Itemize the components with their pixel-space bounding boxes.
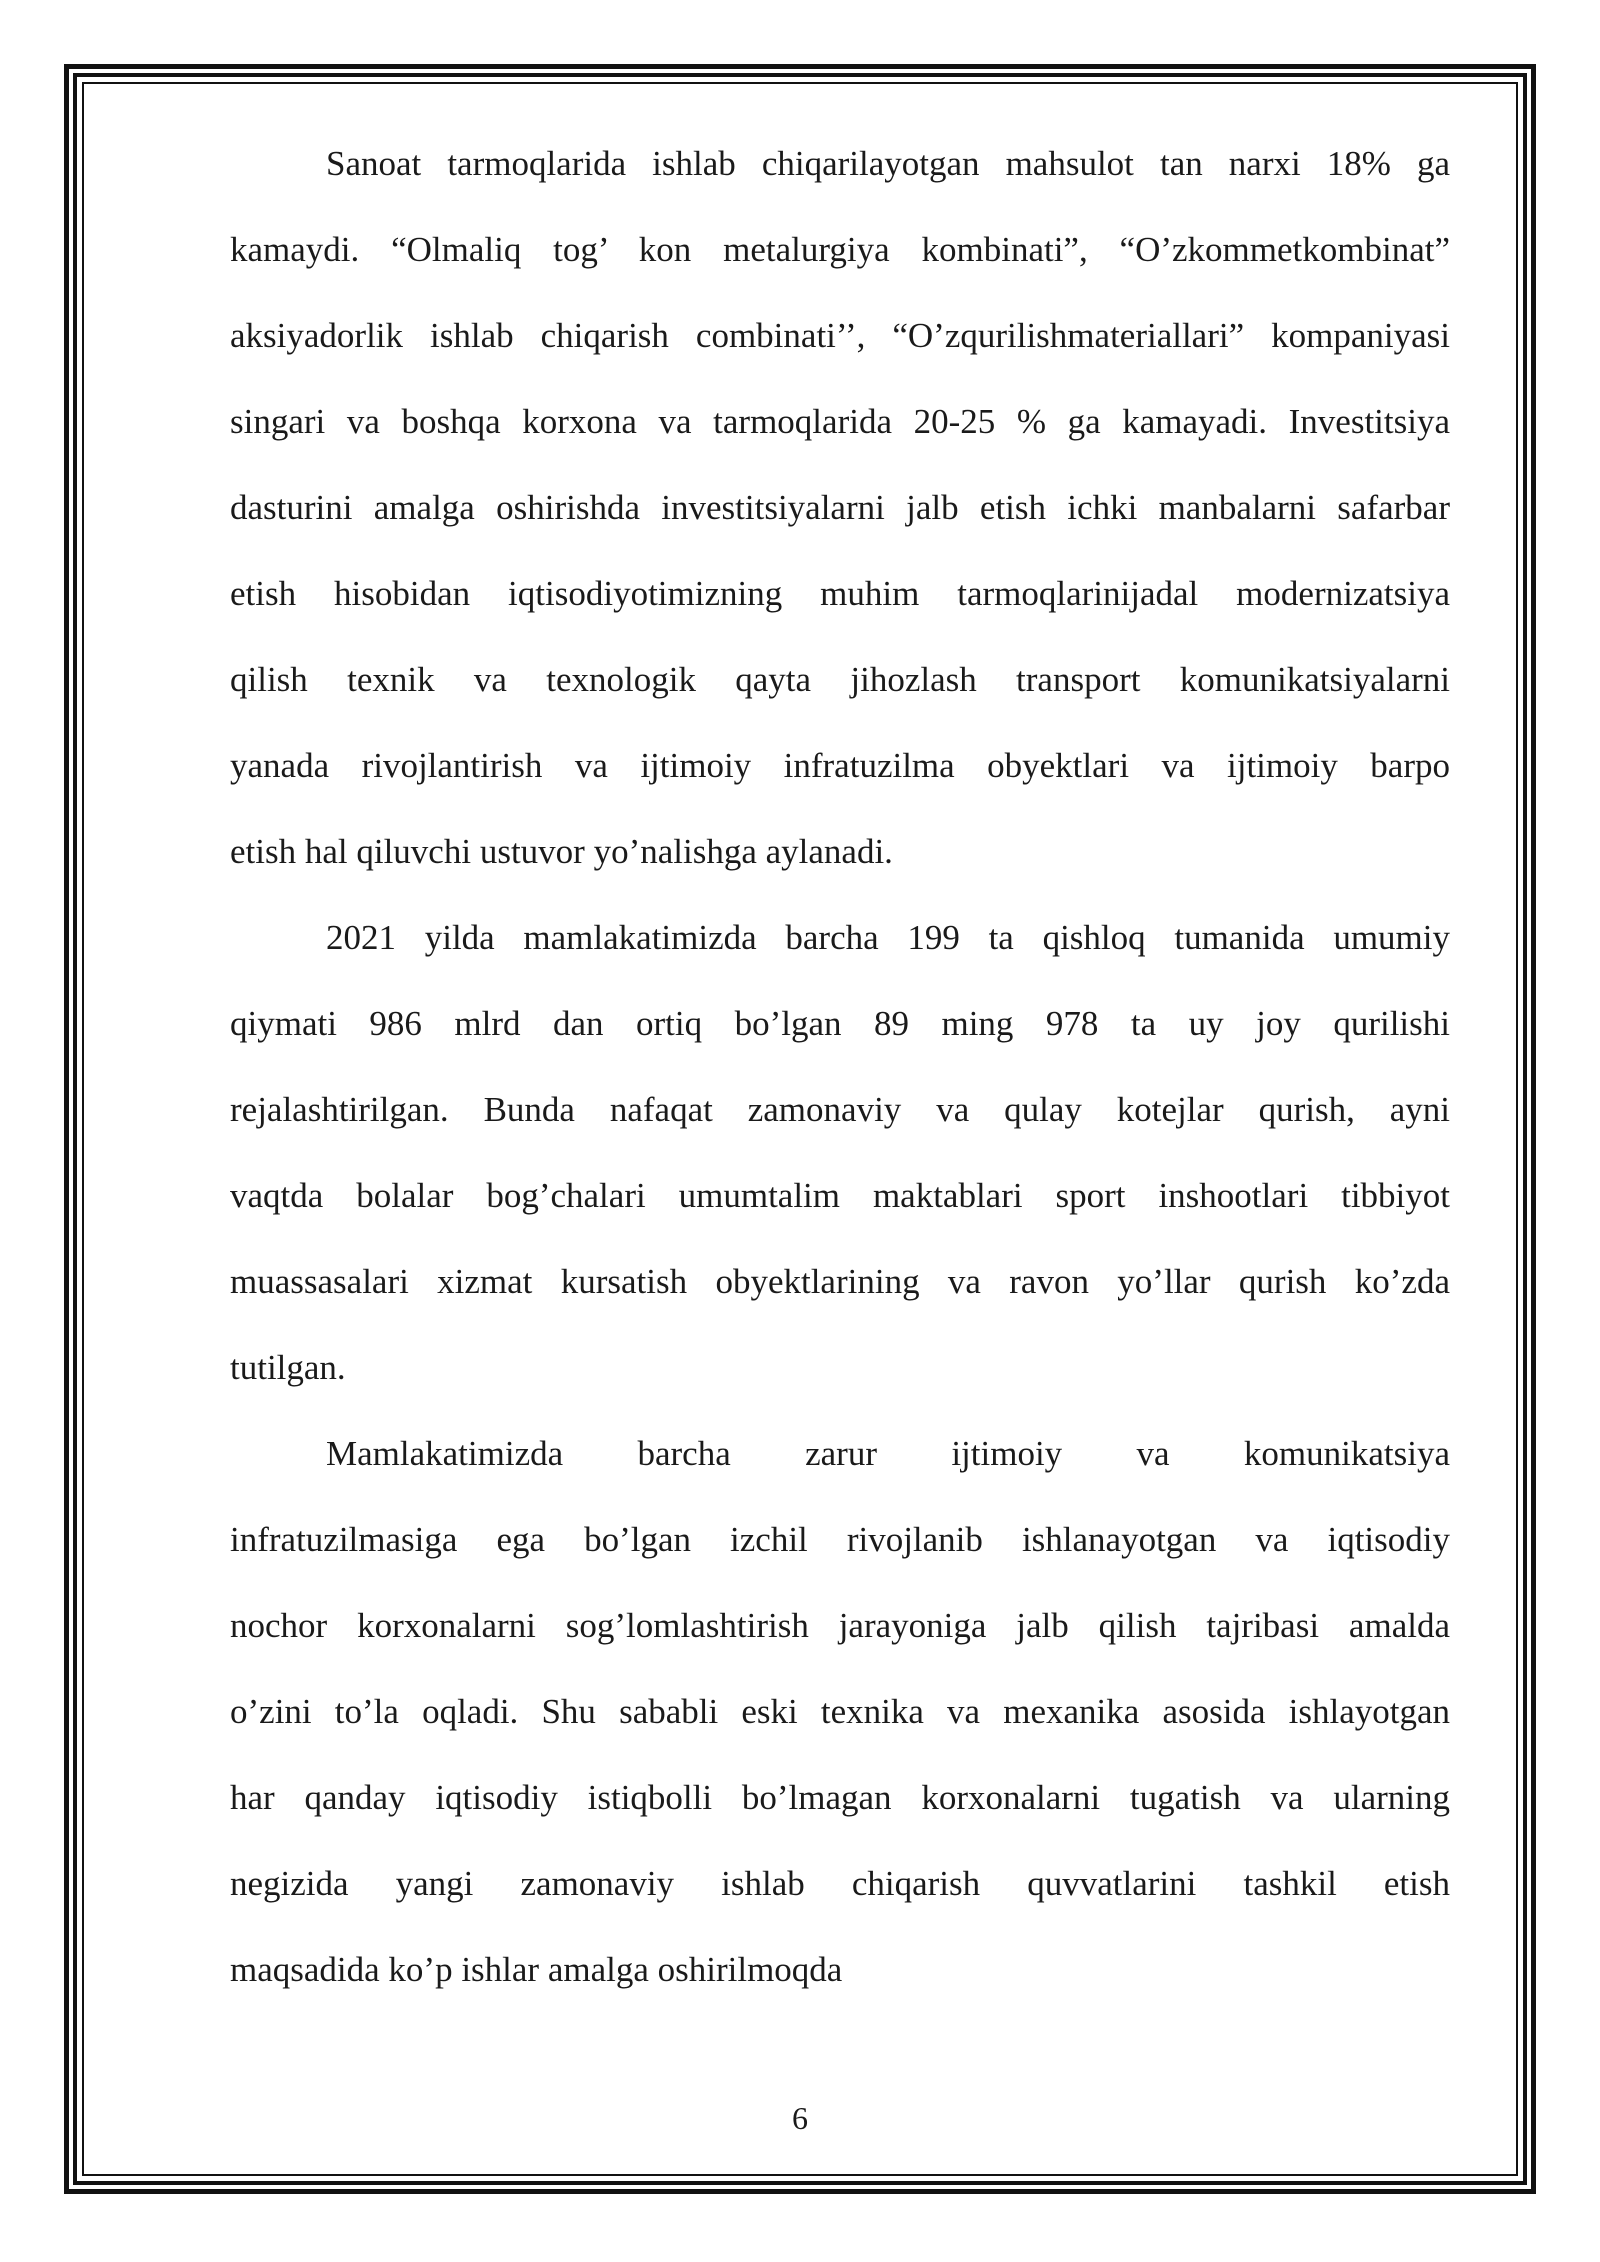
paragraph-3-line-3: nochor korxonalarni sog’lomlashtirish jarayoniga jalb qilish tajribasi amalda [230, 1606, 1450, 1645]
paragraph-1-line-5: dasturini amalga oshirishda investitsiyalarni jalb etish ichki manbalarni safarbar [230, 488, 1450, 527]
paragraph-1-line-7: qilish texnik va texnologik qayta jihozlash transport komunikatsiyalarni [230, 660, 1450, 699]
paragraph-2-line-6: tutilgan. [230, 1348, 346, 1387]
paragraph-3-line-5: har qanday iqtisodiy istiqbolli bo’lmagan korxonalarni tugatish va ularning [230, 1778, 1450, 1817]
paragraph-2-line-1: 2021 yilda mamlakatimizda barcha 199 ta qishloq tumanida umumiy [326, 918, 1450, 957]
paragraph-3-line-4: o’zini to’la oqladi. Shu sababli eski texnika va mexanika asosida ishlayotgan [230, 1692, 1450, 1731]
paragraph-1-line-8: yanada rivojlantirish va ijtimoiy infratuzilma obyektlari va ijtimoiy barpo [230, 746, 1450, 785]
paragraph-1-line-2: kamaydi. “Olmaliq tog’ kon metalurgiya kombinati”, “O’zkommetkombinat” [230, 230, 1450, 269]
paragraph-2-line-2: qiymati 986 mlrd dan ortiq bo’lgan 89 ming 978 ta uy joy qurilishi [230, 1004, 1450, 1043]
paragraph-3-line-1: Mamlakatimizda barcha zarur ijtimoiy va komunikatsiya [326, 1434, 1450, 1473]
paragraph-3-line-7: maqsadida ko’p ishlar amalga oshirilmoqda [230, 1950, 843, 1989]
paragraph-1-line-3: aksiyadorlik ishlab chiqarish combinati’’, “O’zqurilishmateriallari” kompaniyasi [230, 316, 1450, 355]
paragraph-2-line-3: rejalashtirilgan. Bunda nafaqat zamonaviy va qulay kotejlar qurish, ayni [230, 1090, 1450, 1129]
paragraph-1-line-6: etish hisobidan iqtisodiyotimizning muhim tarmoqlarinijadal modernizatsiya [230, 574, 1450, 613]
paragraph-1-line-4: singari va boshqa korxona va tarmoqlarida 20-25 % ga kamayadi. Investitsiya [230, 402, 1450, 441]
page-number: 6 [792, 2100, 808, 2136]
paragraph-2-line-5: muassasalari xizmat kursatish obyektlarining va ravon yo’llar qurish ko’zda [230, 1262, 1450, 1301]
paragraph-2-line-4: vaqtda bolalar bog’chalari umumtalim maktablari sport inshootlari tibbiyot [230, 1176, 1450, 1215]
paragraph-3-line-6: negizida yangi zamonaviy ishlab chiqarish quvvatlarini tashkil etish [230, 1864, 1450, 1903]
paragraph-1-line-9: etish hal qiluvchi ustuvor yo’nalishga aylanadi. [230, 832, 893, 871]
paragraph-1-line-1: Sanoat tarmoqlarida ishlab chiqarilayotgan mahsulot tan narxi 18% ga [326, 144, 1450, 183]
paragraph-3-line-2: infratuzilmasiga ega bo’lgan izchil rivojlanib ishlanayotgan va iqtisodiy [230, 1520, 1450, 1559]
